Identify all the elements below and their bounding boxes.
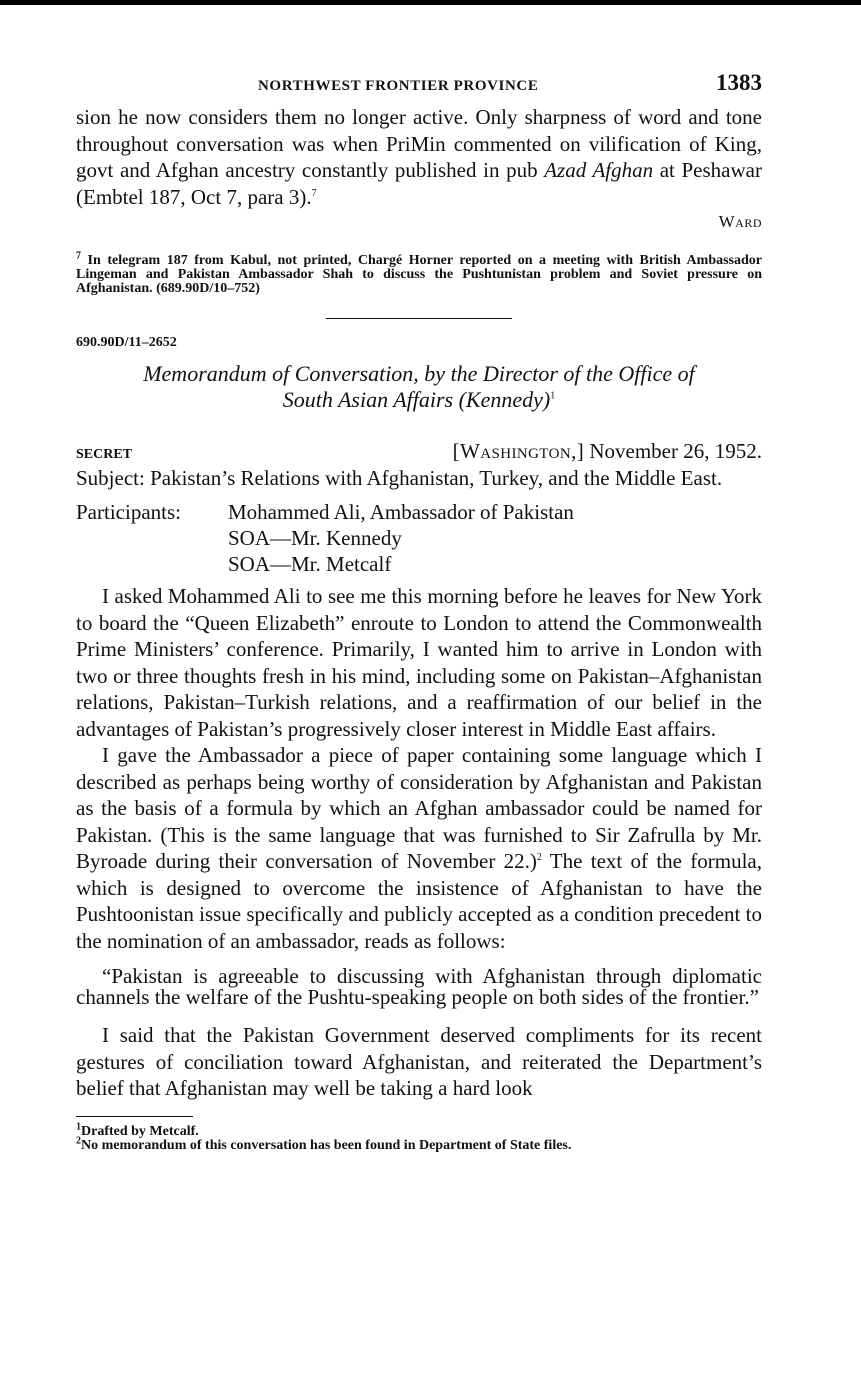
date: November 26, 1952. bbox=[589, 439, 762, 463]
classification: SECRET bbox=[76, 447, 133, 462]
footnote-1 bbox=[76, 1120, 762, 1139]
document-title bbox=[76, 361, 762, 413]
subject-text: Pakistan’s Relations with Afghanistan, Turkey, and the Middle East. bbox=[150, 466, 723, 490]
continuation-paragraph bbox=[76, 104, 762, 210]
paragraph-2-text: I gave the Ambassador a piece of paper containing some language which I described as perhaps being worthy of consideration by Afghanistan and Pakistan as the basis of a formula by which an Afghan ambassador could be named for Pakistan. (This is the same language that was furnished to Sir Zafrulla by Mr. Byroade during their conversation of November 22.) bbox=[76, 743, 762, 873]
footnote-text: Drafted by Metcalf. bbox=[81, 1123, 199, 1139]
footnote-mark: 1 bbox=[76, 1120, 81, 1132]
footnote-ref-2: 2 bbox=[536, 852, 542, 863]
file-number: 690.90D/11–2652 bbox=[76, 335, 177, 350]
footnote-ref-7: 7 bbox=[311, 187, 317, 199]
paragraph-2-text-end: The text of the formula, which is designed to overcome the insistence of Afghanistan to have the Pushtoonistan issue specifically and publicly accepted as a condition precedent to the nomination of an ambassador, reads as follows: bbox=[76, 849, 762, 953]
footnote-mark: 2 bbox=[76, 1134, 81, 1146]
participant: SOA—Mr. Metcalf bbox=[228, 552, 392, 576]
continuation-text-end: at Peshawar (Embtel 187, Oct 7, para 3). bbox=[76, 158, 762, 209]
paragraph-1: I asked Mohammed Ali to see me this morning before he leaves for New York to board the “Queen Elizabeth” enroute to London to attend the Commonwealth Prime Ministers’ conference. Primarily, I wanted him to arrive in London with two or three thoughts fresh in his mind, including some on Pakistan–Afghanistan relations, Pakistan–Turkish relations, and a reaffirmation of our belief in the advantages of Pakistan’s progressively closer interest in Middle East affairs. bbox=[76, 584, 762, 741]
footnote-mark: 7 bbox=[76, 250, 81, 262]
participants-label: Participants: bbox=[76, 500, 181, 524]
title-line-2 bbox=[76, 387, 762, 413]
participants bbox=[76, 499, 762, 577]
participants-list bbox=[228, 499, 574, 577]
title-line-1: Memorandum of Conversation, by the Director of the Office of bbox=[143, 361, 695, 386]
running-title: NORTHWEST FRONTIER PROVINCE bbox=[258, 78, 539, 94]
footnote-text: No memorandum of this conversation has been found in Department of State files. bbox=[81, 1137, 572, 1153]
document-page bbox=[76, 70, 762, 1153]
participant: Mohammed Ali, Ambassador of Pakistan bbox=[228, 500, 574, 524]
participant: SOA—Mr. Kennedy bbox=[228, 526, 402, 550]
date-line bbox=[453, 439, 762, 464]
subject-label: Subject: bbox=[76, 466, 145, 490]
title-line-2-text: South Asian Affairs (Kennedy) bbox=[282, 387, 551, 412]
formula-quote: “Pakistan is agreeable to discussing with Afghanistan through diplomatic channels the welfare of the Pushtu-speaking people on both sides of the frontier.” bbox=[76, 964, 762, 1009]
place: [Washington,] bbox=[452, 439, 585, 463]
page-number: 1383 bbox=[716, 70, 762, 95]
footnote-7 bbox=[76, 250, 763, 296]
footnote-divider bbox=[76, 1116, 193, 1117]
paragraph-2 bbox=[76, 742, 762, 954]
footnotes bbox=[76, 1120, 762, 1153]
page-top-edge bbox=[0, 0, 861, 5]
footnote-text: In telegram 187 from Kabul, not printed, Chargé Horner reported on a meeting with British Ambassador Lingeman and Pakistan Ambassador Shah to discuss the Pushtunistan problem and Soviet pressure on Afghanistan. (689.90D/10–752) bbox=[76, 253, 763, 296]
subject-line bbox=[76, 468, 762, 489]
publication-name: Azad Afghan bbox=[544, 158, 654, 182]
footnote-2 bbox=[76, 1134, 762, 1153]
signature: Ward bbox=[718, 212, 762, 231]
footnote-ref-1: 1 bbox=[550, 390, 556, 402]
continuation-text: sion he now considers them no longer active. Only sharpness of word and tone throughout conversation was when PriMin commented on vilification of King, govt and Afghan ancestry constantly published in pub bbox=[76, 105, 762, 182]
classification-row bbox=[76, 439, 762, 464]
section-divider bbox=[326, 318, 512, 319]
running-header bbox=[76, 70, 762, 104]
paragraph-4: I said that the Pakistan Government deserved compliments for its recent gestures of conciliation toward Afghanistan, and reiterated the Department’s belief that Afghanistan may well be taking a hard look bbox=[76, 1023, 762, 1100]
